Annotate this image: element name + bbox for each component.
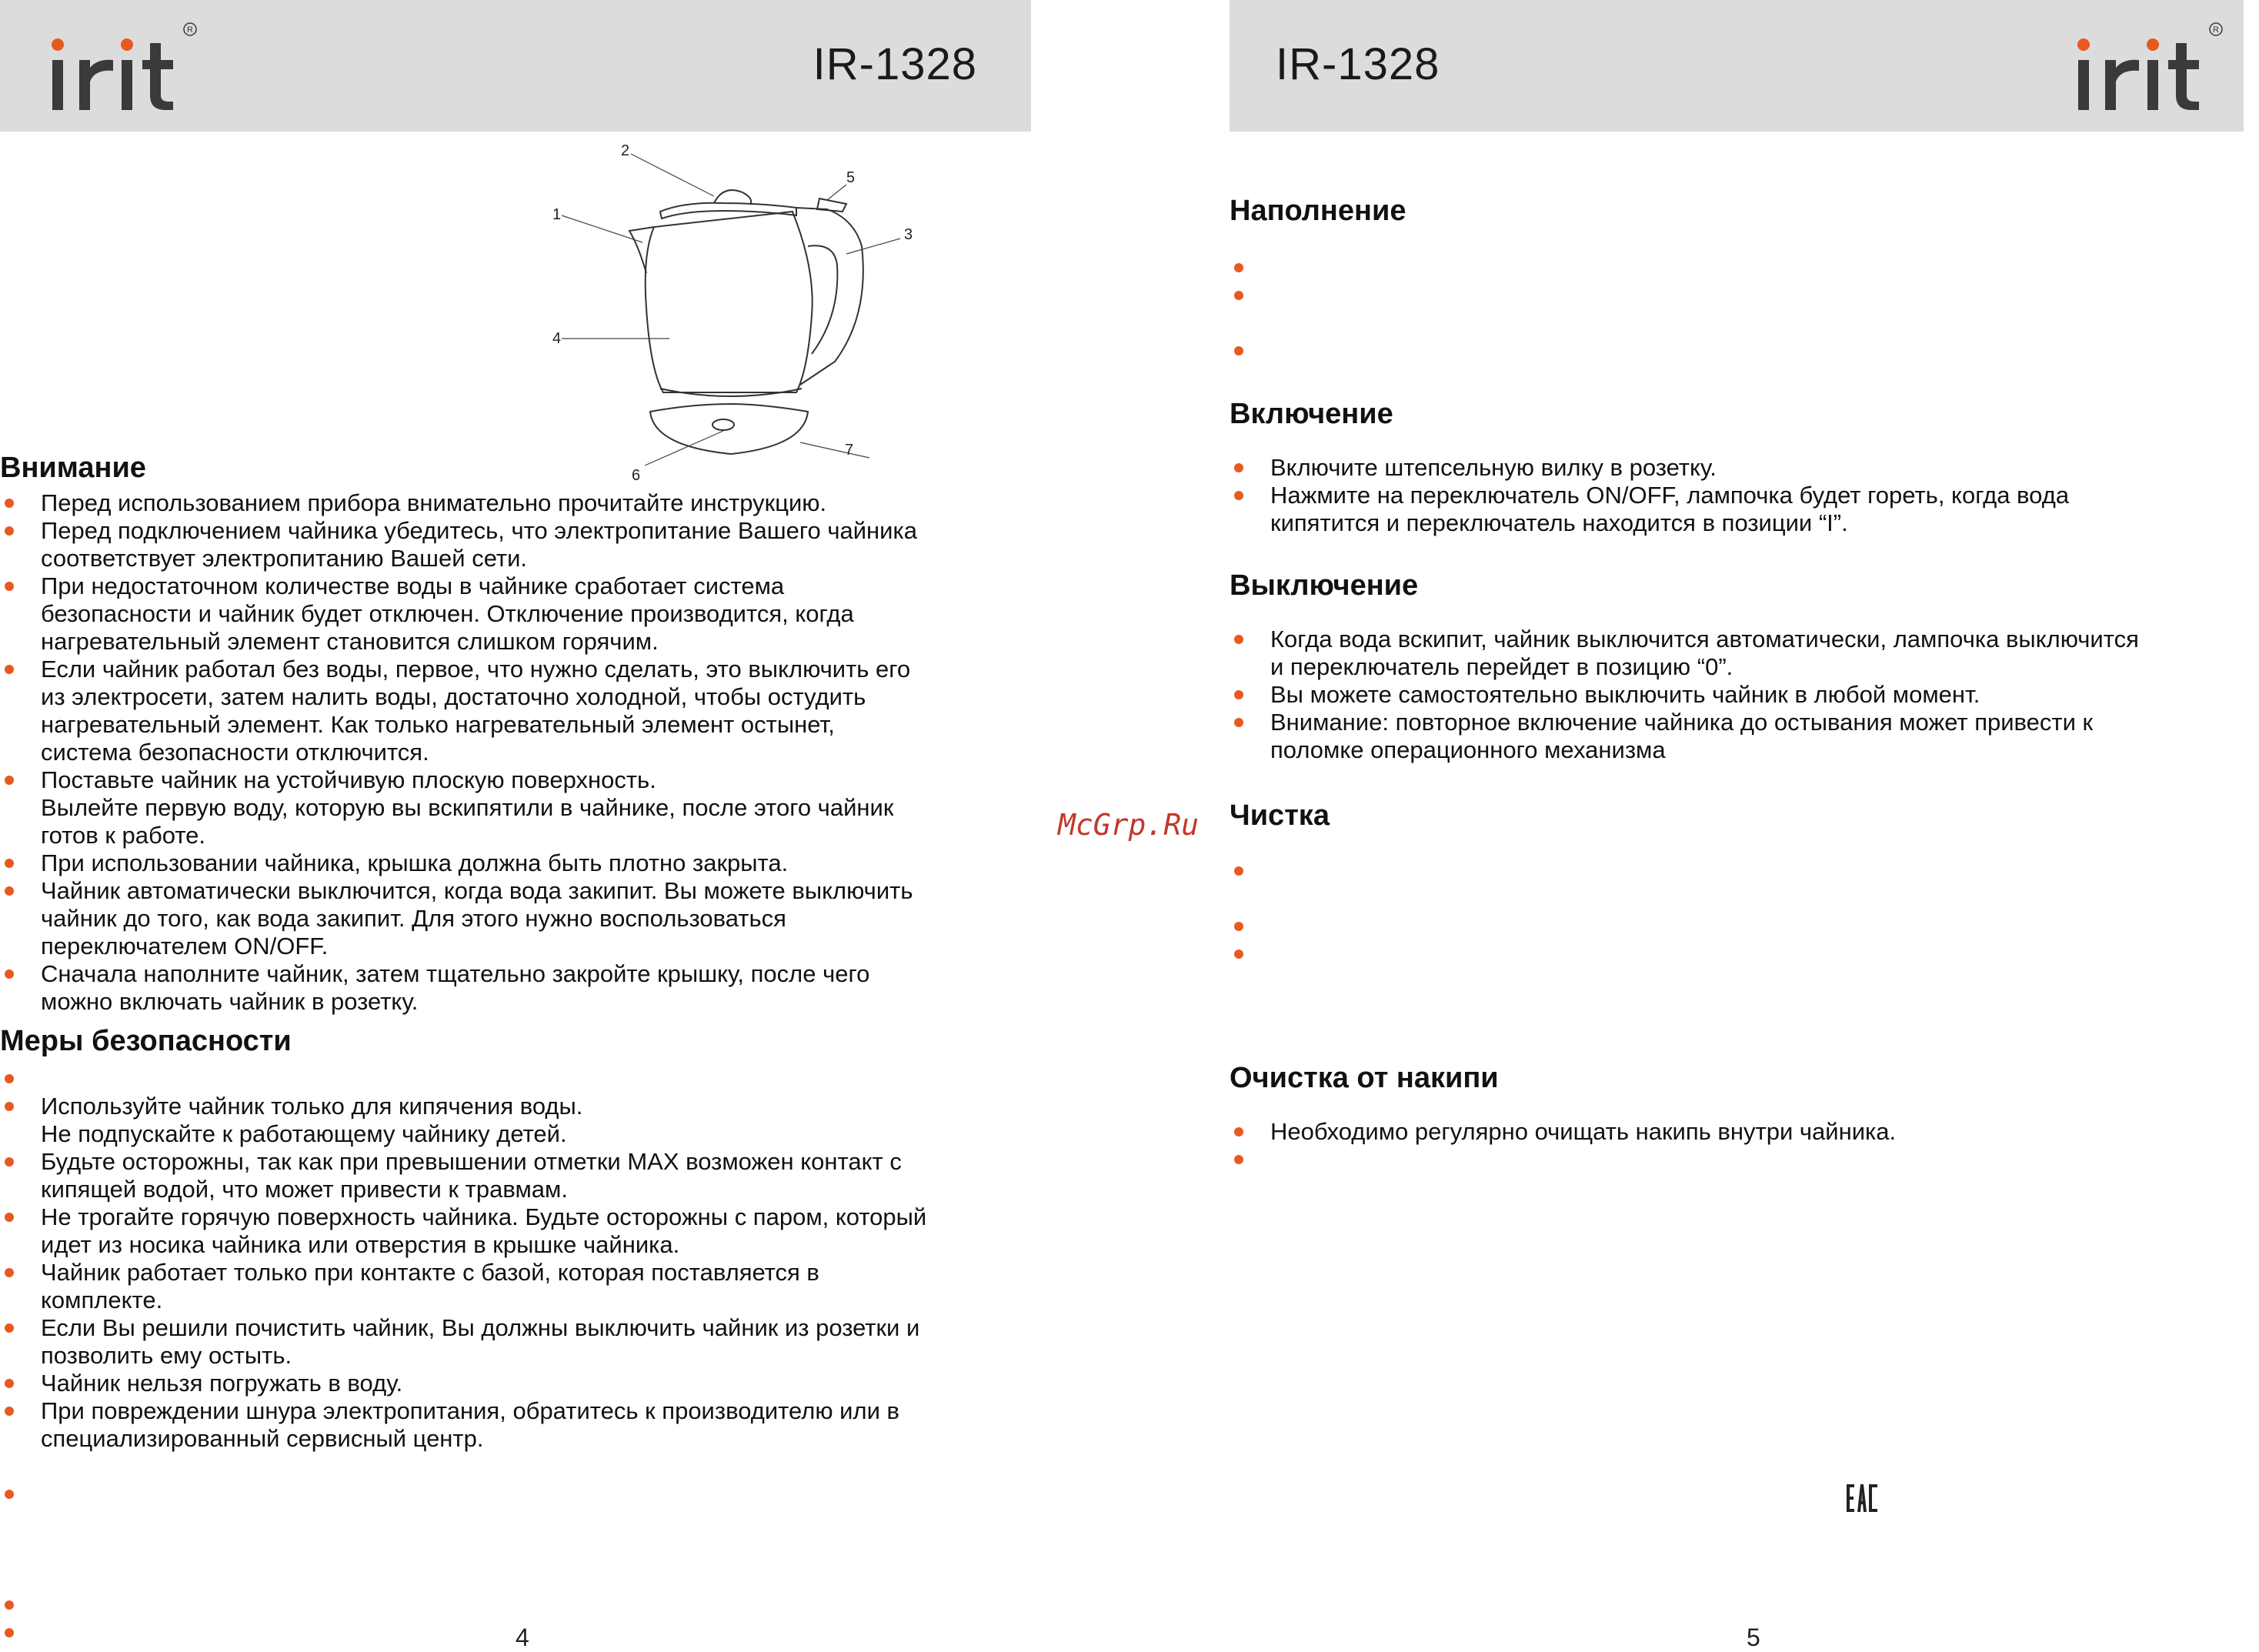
list-item <box>0 1370 985 1397</box>
list-item <box>0 739 985 766</box>
list-item-text: можно включать чайник в розетку. <box>41 988 419 1015</box>
attention-heading: Внимание <box>0 452 146 484</box>
list-item <box>0 489 985 517</box>
on-off-switch <box>817 199 846 212</box>
bullet-icon <box>1234 346 1243 355</box>
list-item <box>0 1148 985 1176</box>
list-item-text: Если Вы решили почистить чайник, Вы должны выключить чайник из розетки и <box>41 1314 920 1341</box>
list-item <box>1230 626 2237 653</box>
list-item <box>0 1314 985 1342</box>
bullet-icon <box>5 1407 14 1416</box>
list-item <box>1230 681 2237 709</box>
list-item <box>0 794 985 822</box>
list-item <box>0 1508 985 1536</box>
brand-logo <box>2068 20 2226 120</box>
svg-text:R: R <box>2213 25 2219 35</box>
bullet-icon <box>5 1490 14 1499</box>
bullet-icon <box>1234 263 1243 272</box>
list-item-text: комплекте. <box>41 1287 163 1313</box>
bullet-icon <box>5 970 14 979</box>
list-item <box>1230 1118 2237 1146</box>
list-item-text: поломке операционного механизма <box>1270 736 1666 763</box>
list-item <box>1230 857 2237 885</box>
list-item <box>1230 509 2237 537</box>
list-item <box>0 849 985 877</box>
list-item <box>0 1564 985 1591</box>
bullet-icon <box>5 1074 14 1083</box>
list-item <box>1230 254 2237 282</box>
safety-heading: Меры безопасности <box>0 1025 292 1057</box>
brand-logo <box>42 20 200 120</box>
diagram-label-7: 7 <box>845 442 854 459</box>
list-item <box>0 628 985 656</box>
bullet-icon <box>5 582 14 591</box>
list-item-text: Будьте осторожны, так как при превышении отметки MAX возможен контакт с <box>41 1148 902 1175</box>
list-item <box>1230 337 2237 365</box>
attention-list <box>0 489 985 1016</box>
bullet-icon <box>1234 635 1243 644</box>
bullet-icon <box>1234 1155 1243 1164</box>
list-item-text: готов к работе. <box>41 822 206 849</box>
list-item-text: Чайник автоматически выключится, когда вода закипит. Вы можете выключить <box>41 877 913 904</box>
bullet-icon <box>1234 491 1243 500</box>
list-item <box>1230 482 2237 509</box>
list-item <box>1230 653 2237 681</box>
list-item-text: Внимание: повторное включение чайника до остывания может привести к <box>1270 709 2094 736</box>
list-item-text: Если чайник работал без воды, первое, что нужно сделать, это выключить его <box>41 656 911 682</box>
list-item <box>0 711 985 739</box>
filling-list <box>1230 254 2237 365</box>
list-item-text: Вы можете самостоятельно выключить чайник в любой момент. <box>1270 681 1980 708</box>
eac-certification-icon <box>1845 1481 1879 1515</box>
list-item-text: кипящей водой, что может привести к травмам. <box>41 1176 568 1203</box>
list-item <box>0 933 985 960</box>
list-item-text: Необходимо регулярно очищать накипь внутри чайника. <box>1270 1118 1897 1145</box>
bullet-icon <box>5 1628 14 1637</box>
bullet-icon <box>5 1213 14 1222</box>
bullet-icon <box>1234 690 1243 699</box>
list-item <box>1230 282 2237 309</box>
list-item-text: нагревательный элемент. Как только нагревательный элемент остынет, <box>41 711 835 738</box>
list-item-text: соответствует электропитанию Вашей сети. <box>41 545 528 572</box>
list-item-text: позволить ему остыть. <box>41 1342 292 1369</box>
diagram-label-6: 6 <box>632 467 641 484</box>
list-item <box>0 1231 985 1259</box>
switch-off-heading: Выключение <box>1230 569 1419 602</box>
watermark: McGrp.Ru <box>1058 808 1200 842</box>
bullet-icon <box>5 1323 14 1333</box>
right-page <box>1230 0 2259 1650</box>
list-item <box>0 683 985 711</box>
switch-on-list <box>1230 454 2237 537</box>
list-item <box>0 1425 985 1453</box>
cleaning-heading: Чистка <box>1230 799 1330 832</box>
list-item <box>0 545 985 572</box>
switch-on-heading: Включение <box>1230 398 1393 430</box>
list-item <box>1230 940 2237 968</box>
list-item-text: Чайник нельзя погружать в воду. <box>41 1370 403 1397</box>
descaling-heading: Очистка от накипи <box>1230 1062 1499 1094</box>
list-item <box>0 1536 985 1564</box>
list-item <box>0 1287 985 1314</box>
list-item <box>0 1203 985 1231</box>
diagram-label-1: 1 <box>552 206 562 223</box>
list-item-text: безопасности и чайник будет отключен. Отключение производится, когда <box>41 600 854 627</box>
list-item-text: специализированный сервисный центр. <box>41 1425 484 1452</box>
model-number: IR-1328 <box>1276 39 1440 89</box>
list-item-text: При повреждении шнура электропитания, обратитесь к производителю или в <box>41 1397 899 1424</box>
list-item <box>0 1259 985 1287</box>
kettle-body <box>646 212 813 392</box>
bullet-icon <box>1234 922 1243 931</box>
list-item-text: и переключатель перейдет в позицию “0”. <box>1270 653 1733 680</box>
list-item-text: чайник до того, как вода закипит. Для этого нужно воспользоваться <box>41 905 786 932</box>
list-item-text: Чайник работает только при контакте с базой, которая поставляется в <box>41 1259 819 1286</box>
list-item-text: из электросети, затем налить воды, достаточно холодной, чтобы остудить <box>41 683 866 710</box>
diagram-label-5: 5 <box>846 169 856 186</box>
list-item <box>1230 736 2237 764</box>
list-item-text: кипятится и переключатель находится в позиции “I”. <box>1270 509 1848 536</box>
bullet-icon <box>5 1268 14 1277</box>
list-item <box>0 517 985 545</box>
list-item-text: Перед подключением чайника убедитесь, что электропитание Вашего чайника <box>41 517 917 544</box>
bullet-icon <box>1234 1127 1243 1136</box>
bullet-icon <box>1234 718 1243 727</box>
bullet-icon <box>5 859 14 868</box>
list-item-text: идет из носика чайника или отверстия в крышке чайника. <box>41 1231 680 1258</box>
list-item-text: Перед использованием прибора внимательно прочитайте инструкцию. <box>41 489 827 516</box>
list-item <box>0 1591 985 1619</box>
list-item-text: Используйте чайник только для кипячения воды. <box>41 1093 583 1120</box>
switch-off-list <box>1230 626 2237 764</box>
list-item-text: При использовании чайника, крышка должна быть плотно закрыта. <box>41 849 789 876</box>
page-number: 5 <box>1747 1624 1760 1651</box>
list-item <box>0 600 985 628</box>
list-item-text: Вылейте первую воду, которую вы вскипятили в чайнике, после этого чайник <box>41 794 894 821</box>
left-page <box>0 0 1031 1650</box>
bullet-icon <box>5 1379 14 1388</box>
bullet-icon <box>5 886 14 896</box>
list-item <box>0 1453 985 1480</box>
bullet-icon <box>1234 291 1243 300</box>
list-item <box>1230 885 2237 913</box>
list-item <box>0 1176 985 1203</box>
list-item <box>0 1342 985 1370</box>
list-item <box>0 905 985 933</box>
kettle-spout <box>629 227 654 273</box>
list-item-text: Сначала наполните чайник, затем тщательно закройте крышку, после чего <box>41 960 870 987</box>
list-item <box>0 656 985 683</box>
bullet-icon <box>1234 866 1243 876</box>
list-item <box>0 1397 985 1425</box>
list-item-text: Поставьте чайник на устойчивую плоскую поверхность. <box>41 766 656 793</box>
bullet-icon <box>5 499 14 508</box>
irit-logo-icon <box>42 20 200 120</box>
filling-heading: Наполнение <box>1230 195 1406 227</box>
diagram-label-4: 4 <box>552 330 562 347</box>
irit-logo-icon <box>2068 20 2226 120</box>
bullet-icon <box>1234 463 1243 472</box>
bullet-icon <box>5 776 14 785</box>
svg-text:R: R <box>187 25 193 35</box>
list-item <box>1230 913 2237 940</box>
cleaning-list <box>1230 857 2237 968</box>
list-item-text: Когда вода вскипит, чайник выключится автоматически, лампочка выключится <box>1270 626 2139 652</box>
list-item <box>0 1065 985 1093</box>
list-item-text: нагревательный элемент становится слишком горячим. <box>41 628 659 655</box>
bullet-icon <box>5 1157 14 1166</box>
list-item <box>1230 454 2237 482</box>
model-number: IR-1328 <box>813 39 977 89</box>
bullet-icon <box>5 526 14 536</box>
safety-list <box>0 1065 985 1647</box>
list-item <box>1230 309 2237 337</box>
list-item <box>0 822 985 849</box>
list-item-text: переключателем ON/OFF. <box>41 933 329 959</box>
bullet-icon <box>1234 949 1243 959</box>
list-item-text: система безопасности отключится. <box>41 739 429 766</box>
diagram-label-3: 3 <box>904 226 913 243</box>
list-item <box>0 1619 985 1647</box>
kettle-lid <box>660 203 796 219</box>
list-item <box>0 1480 985 1508</box>
list-item-text: Нажмите на переключатель ON/OFF, лампочка будет гореть, когда вода <box>1270 482 2070 509</box>
left-page-header <box>0 0 1031 132</box>
bullet-icon <box>5 1102 14 1111</box>
list-item <box>0 1120 985 1148</box>
list-item <box>1230 1146 2237 1173</box>
bullet-icon <box>5 665 14 674</box>
bullet-icon <box>5 1600 14 1610</box>
list-item-text: Включите штепсельную вилку в розетку. <box>1270 454 1717 481</box>
right-page-header <box>1230 0 2244 132</box>
list-item <box>0 877 985 905</box>
list-item-text: Не подпускайте к работающему чайнику детей. <box>41 1120 567 1147</box>
list-item-text: При недостаточном количестве воды в чайнике сработает система <box>41 572 785 599</box>
list-item <box>1230 709 2237 736</box>
list-item <box>0 766 985 794</box>
page-number: 4 <box>516 1624 529 1651</box>
list-item <box>0 1093 985 1120</box>
list-item <box>0 960 985 988</box>
descaling-list <box>1230 1118 2237 1173</box>
list-item-text: Не трогайте горячую поверхность чайника. Будьте осторожны с паром, который <box>41 1203 927 1230</box>
power-indicator <box>712 419 734 430</box>
diagram-label-2: 2 <box>621 142 630 159</box>
list-item <box>0 572 985 600</box>
kettle-diagram <box>531 139 931 492</box>
list-item <box>0 988 985 1016</box>
